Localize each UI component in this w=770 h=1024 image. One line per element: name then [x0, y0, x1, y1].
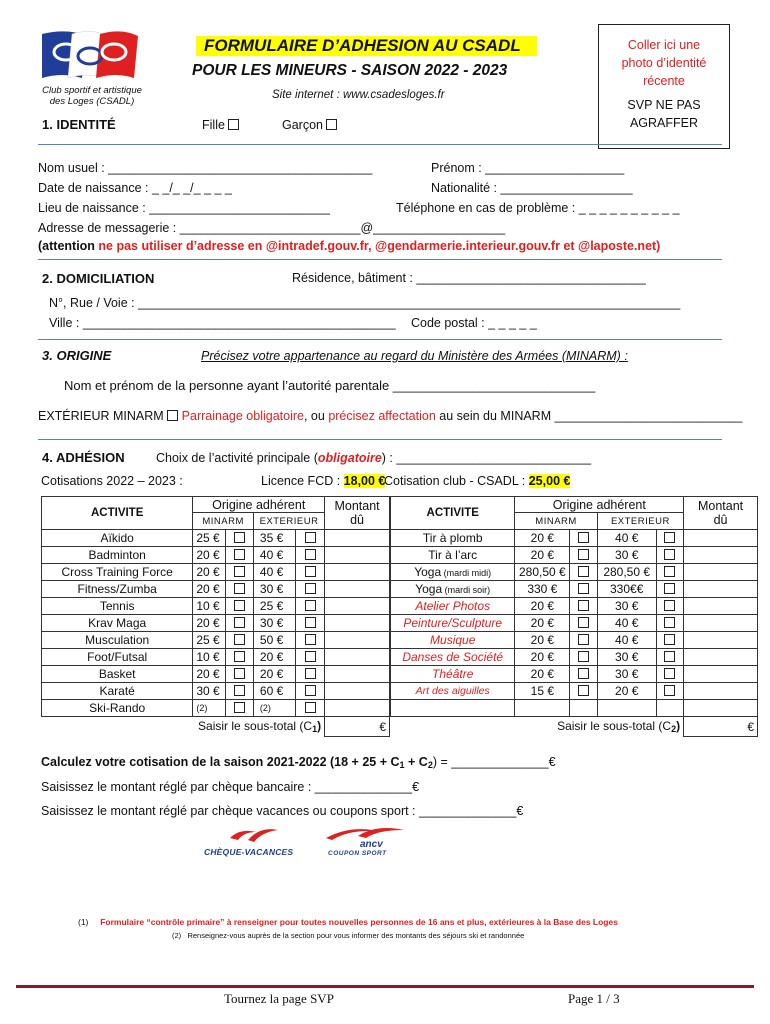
- table-row: [42, 700, 390, 717]
- subtotal-c1-label: Saisir le sous-total (C1): [198, 719, 322, 735]
- price-minarm: 20 €: [515, 666, 570, 683]
- exterieur-checkbox[interactable]: [296, 530, 325, 547]
- photo-box: Coller ici une photo d’identité récente SVP NE PAS AGRAFFER: [598, 24, 730, 149]
- footnote-2: (2) Renseignez-vous auprès de la section pour vous informer des montants des séjours ski et randonnée: [172, 931, 525, 940]
- nationalite-field[interactable]: Nationalité : ___________________: [431, 181, 633, 195]
- table-row: [42, 615, 390, 632]
- minarm-checkbox[interactable]: [570, 547, 597, 564]
- form-subtitle: POUR LES MINEURS - SAISON 2022 - 2023: [192, 62, 508, 79]
- price-exterieur: 50 €: [253, 632, 295, 649]
- activity-name: Foot/Futsal: [42, 649, 193, 666]
- minarm-checkbox[interactable]: [570, 649, 597, 666]
- exterieur-checkbox[interactable]: [656, 530, 683, 547]
- telephone-field[interactable]: Téléphone en cas de problème : _ _ _ _ _ _ _ _ _ _: [396, 201, 680, 215]
- ville-field[interactable]: Ville : _____________________________________________: [49, 316, 396, 330]
- price-exterieur: 280,50 €: [597, 564, 656, 581]
- exterieur-checkbox[interactable]: [656, 564, 683, 581]
- activity-name: Fitness/Zumba: [42, 581, 193, 598]
- montant-du-cell[interactable]: [325, 683, 390, 700]
- rue-field[interactable]: N°, Rue / Voie : ______________________________________________________________________________: [49, 296, 681, 310]
- exterieur-checkbox[interactable]: [656, 666, 683, 683]
- price-exterieur: 330€€: [597, 581, 656, 598]
- exterieur-checkbox[interactable]: [656, 632, 683, 649]
- table-row: [391, 547, 758, 564]
- table-row: [391, 666, 758, 683]
- price-exterieur: 30 €: [597, 666, 656, 683]
- fille-checkbox[interactable]: [228, 119, 239, 130]
- activity-name: Danses de Société: [391, 649, 515, 666]
- exterieur-checkbox[interactable]: [656, 683, 683, 700]
- montant-du-cell[interactable]: [325, 598, 390, 615]
- price-exterieur: 20 €: [597, 683, 656, 700]
- activity-name: Ski-Rando: [42, 700, 193, 717]
- montant-du-cell[interactable]: [684, 615, 758, 632]
- montant-du-cell[interactable]: [684, 649, 758, 666]
- table-row: [391, 683, 758, 700]
- montant-du-cell[interactable]: [325, 632, 390, 649]
- exterieur-checkbox[interactable]: [296, 683, 325, 700]
- montant-du-cell[interactable]: [684, 598, 758, 615]
- activity-name: Badminton: [42, 547, 193, 564]
- exterieur-checkbox[interactable]: [296, 598, 325, 615]
- exterieur-checkbox[interactable]: [296, 581, 325, 598]
- activity-name: Yoga (mardi soir): [391, 581, 515, 598]
- exterieur-checkbox[interactable]: [296, 564, 325, 581]
- garcon-checkbox[interactable]: [326, 119, 337, 130]
- exterieur-checkbox[interactable]: [296, 700, 325, 717]
- section-divider: [38, 259, 722, 260]
- price-exterieur: 40 €: [597, 615, 656, 632]
- cheque-vacances-logo: CHÈQUE-VACANCES: [204, 826, 310, 862]
- autorite-parentale-field[interactable]: Nom et prénom de la personne ayant l’autorité parentale ____________________________: [64, 378, 596, 393]
- empty-cell: [570, 700, 597, 717]
- table-row: [391, 700, 758, 717]
- empty-cell: [597, 700, 656, 717]
- montant-du-cell[interactable]: [325, 530, 390, 547]
- activity-name: Atelier Photos: [391, 598, 515, 615]
- exterieur-line: EXTÉRIEUR MINARM Parrainage obligatoire, ou précisez affectation au sein du MINARM ___________________________: [38, 409, 743, 423]
- exterieur-checkbox[interactable]: [296, 649, 325, 666]
- section-origine-heading: 3. ORIGINE: [42, 348, 112, 363]
- price-minarm: 20 €: [193, 547, 225, 564]
- price-exterieur: 20 €: [253, 649, 295, 666]
- cheque-vacances-swoosh-icon: [204, 826, 310, 846]
- exterieur-checkbox[interactable]: [656, 649, 683, 666]
- price-minarm: 30 €: [193, 683, 225, 700]
- cheque-bancaire-field[interactable]: Saisissez le montant réglé par chèque bancaire : ______________€: [41, 780, 420, 794]
- naissance-field[interactable]: Date de naissance : _ _/_ _/_ _ _ _: [38, 181, 232, 195]
- table-row: [42, 547, 390, 564]
- montant-du-cell[interactable]: [325, 581, 390, 598]
- price-minarm: 20 €: [193, 666, 225, 683]
- price-exterieur: 30 €: [597, 649, 656, 666]
- table-row: [391, 632, 758, 649]
- col-minarm: MINARM: [193, 513, 254, 530]
- activity-name: Karaté: [42, 683, 193, 700]
- empty-cell: [391, 700, 515, 717]
- footer-rule: [16, 985, 754, 988]
- minarm-checkbox[interactable]: [570, 581, 597, 598]
- gender-garcon: Garçon: [282, 118, 337, 132]
- table-row: [391, 564, 758, 581]
- minarm-checkbox[interactable]: [225, 598, 253, 615]
- price-minarm: 25 €: [193, 632, 225, 649]
- section-divider: [38, 439, 722, 440]
- footnote-1: (1) Formulaire “contrôle primaire” à renseigner pour toutes nouvelles personnes de 16 ans et plus, extérieures à la Base des Loges: [78, 917, 618, 927]
- col-montant: Montant dû: [325, 497, 390, 530]
- col-montant: Montant dû: [684, 497, 758, 530]
- table-row: [391, 530, 758, 547]
- lieu-field[interactable]: Lieu de naissance : __________________________: [38, 201, 330, 215]
- ancv-coupon-sport-logo: ancv COUPON SPORT: [322, 826, 414, 862]
- cotisation-table-left: [41, 496, 390, 737]
- minarm-checkbox[interactable]: [225, 564, 253, 581]
- minarm-checkbox[interactable]: [570, 615, 597, 632]
- website: Site internet : www.csadesloges.fr: [272, 89, 445, 101]
- subtotal-c2-field[interactable]: €: [684, 717, 758, 737]
- montant-du-cell[interactable]: [325, 649, 390, 666]
- minarm-checkbox[interactable]: [225, 632, 253, 649]
- price-minarm: 10 €: [193, 649, 225, 666]
- exterieur-checkbox[interactable]: [656, 581, 683, 598]
- montant-du-cell[interactable]: [684, 530, 758, 547]
- exterieur-checkbox[interactable]: [296, 632, 325, 649]
- montant-du-cell[interactable]: [684, 547, 758, 564]
- nom-field[interactable]: Nom usuel : ______________________________________: [38, 161, 373, 175]
- minarm-checkbox[interactable]: [225, 649, 253, 666]
- price-exterieur: 40 €: [597, 530, 656, 547]
- montant-du-cell[interactable]: [684, 683, 758, 700]
- gender-fille: Fille: [202, 118, 239, 132]
- email-warning: (attention ne pas utiliser d’adresse en @intradef.gouv.fr, @gendarmerie.interieur.gouv.fr et @laposte.net): [38, 239, 661, 253]
- price-exterieur: (2): [253, 700, 295, 717]
- cotisation-table-right: [390, 496, 758, 737]
- form-title: FORMULAIRE D’ADHESION AU CSADL: [196, 36, 537, 56]
- activity-name: Basket: [42, 666, 193, 683]
- section-identite-heading: 1. IDENTITÉ: [42, 117, 116, 132]
- minarm-checkbox[interactable]: [225, 547, 253, 564]
- origine-instruction: Précisez votre appartenance au regard du Ministère des Armées (MINARM) :: [201, 349, 628, 363]
- activity-name: Art des aiguilles: [391, 683, 515, 700]
- price-minarm: 20 €: [193, 581, 225, 598]
- col-exterieur: EXTERIEUR: [597, 513, 683, 530]
- col-origine: Origine adhérent: [515, 497, 684, 513]
- montant-du-cell[interactable]: [325, 666, 390, 683]
- residence-field[interactable]: Résidence, bâtiment : _________________________________: [292, 271, 646, 285]
- table-row: [42, 564, 390, 581]
- subtotal-c1-field[interactable]: €: [325, 717, 390, 737]
- activite-principale-field[interactable]: Choix de l’activité principale (obligatoire) : ____________________________: [156, 451, 592, 465]
- minarm-checkbox[interactable]: [225, 683, 253, 700]
- table-row: [391, 615, 758, 632]
- activity-name: Krav Maga: [42, 615, 193, 632]
- activity-name: Cross Training Force: [42, 564, 193, 581]
- price-minarm: 330 €: [515, 581, 570, 598]
- section-adhesion-heading: 4. ADHÉSION: [42, 450, 125, 465]
- minarm-checkbox[interactable]: [570, 632, 597, 649]
- price-exterieur: 60 €: [253, 683, 295, 700]
- price-minarm: 20 €: [193, 615, 225, 632]
- price-minarm: (2): [193, 700, 225, 717]
- col-origine: Origine adhérent: [193, 497, 325, 513]
- table-row: [42, 632, 390, 649]
- exterieur-checkbox[interactable]: [296, 615, 325, 632]
- minarm-checkbox[interactable]: [570, 666, 597, 683]
- price-minarm: 20 €: [515, 598, 570, 615]
- minarm-checkbox[interactable]: [225, 666, 253, 683]
- montant-du-cell[interactable]: [325, 547, 390, 564]
- section-domiciliation-heading: 2. DOMICILIATION: [42, 271, 155, 286]
- minarm-checkbox[interactable]: [225, 615, 253, 632]
- section-divider: [38, 339, 722, 340]
- price-exterieur: 30 €: [253, 581, 295, 598]
- table-row: [42, 683, 390, 700]
- montant-du-cell[interactable]: [325, 564, 390, 581]
- club-logo: [38, 26, 140, 84]
- price-minarm: 20 €: [515, 547, 570, 564]
- code-postal-field[interactable]: Code postal : _ _ _ _ _: [411, 316, 537, 330]
- activity-name: Peinture/Sculpture: [391, 615, 515, 632]
- montant-du-cell[interactable]: [325, 700, 390, 717]
- montant-du-cell[interactable]: [684, 581, 758, 598]
- price-minarm: 20 €: [515, 530, 570, 547]
- footer-page-number: Page 1 / 3: [568, 991, 620, 1006]
- price-minarm: 10 €: [193, 598, 225, 615]
- cotisations-label: Cotisations 2022 – 2023 :: [41, 474, 183, 488]
- activity-name: Tir à plomb: [391, 530, 515, 547]
- montant-du-cell[interactable]: [684, 700, 758, 717]
- club-name: Club sportif et artistique des Loges (CSADL): [42, 85, 142, 107]
- montant-du-cell[interactable]: [684, 564, 758, 581]
- price-exterieur: 40 €: [253, 547, 295, 564]
- subtotal-c2-label: Saisir le sous-total (C2): [557, 719, 681, 735]
- activity-name: Musique: [391, 632, 515, 649]
- price-exterieur: 30 €: [253, 615, 295, 632]
- exterieur-checkbox[interactable]: [656, 547, 683, 564]
- cheque-vacances-field[interactable]: Saisissez le montant réglé par chèque vacances ou coupons sport : ______________€: [41, 804, 524, 818]
- price-exterieur: 30 €: [597, 547, 656, 564]
- montant-du-cell[interactable]: [684, 632, 758, 649]
- activity-name: Musculation: [42, 632, 193, 649]
- table-row: [42, 581, 390, 598]
- table-row: [391, 581, 758, 598]
- montant-du-cell[interactable]: [684, 666, 758, 683]
- minarm-checkbox[interactable]: [225, 700, 253, 717]
- table-row: [42, 598, 390, 615]
- exterieur-checkbox[interactable]: [656, 615, 683, 632]
- activity-name: Aïkido: [42, 530, 193, 547]
- price-exterieur: 35 €: [253, 530, 295, 547]
- minarm-checkbox[interactable]: [225, 530, 253, 547]
- col-minarm: MINARM: [515, 513, 597, 530]
- table-row: [391, 598, 758, 615]
- empty-cell: [515, 700, 570, 717]
- minarm-checkbox[interactable]: [570, 598, 597, 615]
- cotisation-club: Cotisation club - CSADL : 25,00 €: [384, 474, 571, 488]
- price-minarm: 280,50 €: [515, 564, 570, 581]
- minarm-checkbox[interactable]: [570, 530, 597, 547]
- price-exterieur: 25 €: [253, 598, 295, 615]
- price-minarm: 15 €: [515, 683, 570, 700]
- prenom-field[interactable]: Prénom : ____________________: [431, 161, 625, 175]
- price-minarm: 20 €: [515, 632, 570, 649]
- exterieur-checkbox[interactable]: [296, 547, 325, 564]
- price-minarm: 25 €: [193, 530, 225, 547]
- col-exterieur: EXTERIEUR: [253, 513, 324, 530]
- activity-name: Théâtre: [391, 666, 515, 683]
- price-exterieur: 30 €: [597, 598, 656, 615]
- activity-name: Tir à l’arc: [391, 547, 515, 564]
- exterieur-checkbox[interactable]: [167, 410, 178, 421]
- activity-name: Tennis: [42, 598, 193, 615]
- price-minarm: 20 €: [193, 564, 225, 581]
- exterieur-checkbox[interactable]: [656, 598, 683, 615]
- col-activite: ACTIVITE: [42, 497, 193, 530]
- email-field[interactable]: Adresse de messagerie : __________________________@___________________: [38, 221, 506, 235]
- footer-turn-page: Tournez la page SVP: [224, 991, 334, 1006]
- exterieur-checkbox[interactable]: [296, 666, 325, 683]
- col-activite: ACTIVITE: [391, 497, 515, 530]
- section-divider: [38, 144, 722, 145]
- table-row: [42, 649, 390, 666]
- activity-name: Yoga (mardi midi): [391, 564, 515, 581]
- minarm-checkbox[interactable]: [570, 564, 597, 581]
- empty-cell: [656, 700, 683, 717]
- licence-fcd: Licence FCD : 18,00 €: [261, 474, 386, 488]
- minarm-checkbox[interactable]: [570, 683, 597, 700]
- table-row: [42, 530, 390, 547]
- calcul-line[interactable]: Calculez votre cotisation de la saison 2021-2022 (18 + 25 + C1 + C2) = ______________€: [41, 755, 556, 770]
- price-exterieur: 40 €: [253, 564, 295, 581]
- table-row: [42, 666, 390, 683]
- table-row: [391, 649, 758, 666]
- montant-du-cell[interactable]: [325, 615, 390, 632]
- price-minarm: 20 €: [515, 615, 570, 632]
- price-minarm: 20 €: [515, 649, 570, 666]
- price-exterieur: 40 €: [597, 632, 656, 649]
- price-exterieur: 20 €: [253, 666, 295, 683]
- minarm-checkbox[interactable]: [225, 581, 253, 598]
